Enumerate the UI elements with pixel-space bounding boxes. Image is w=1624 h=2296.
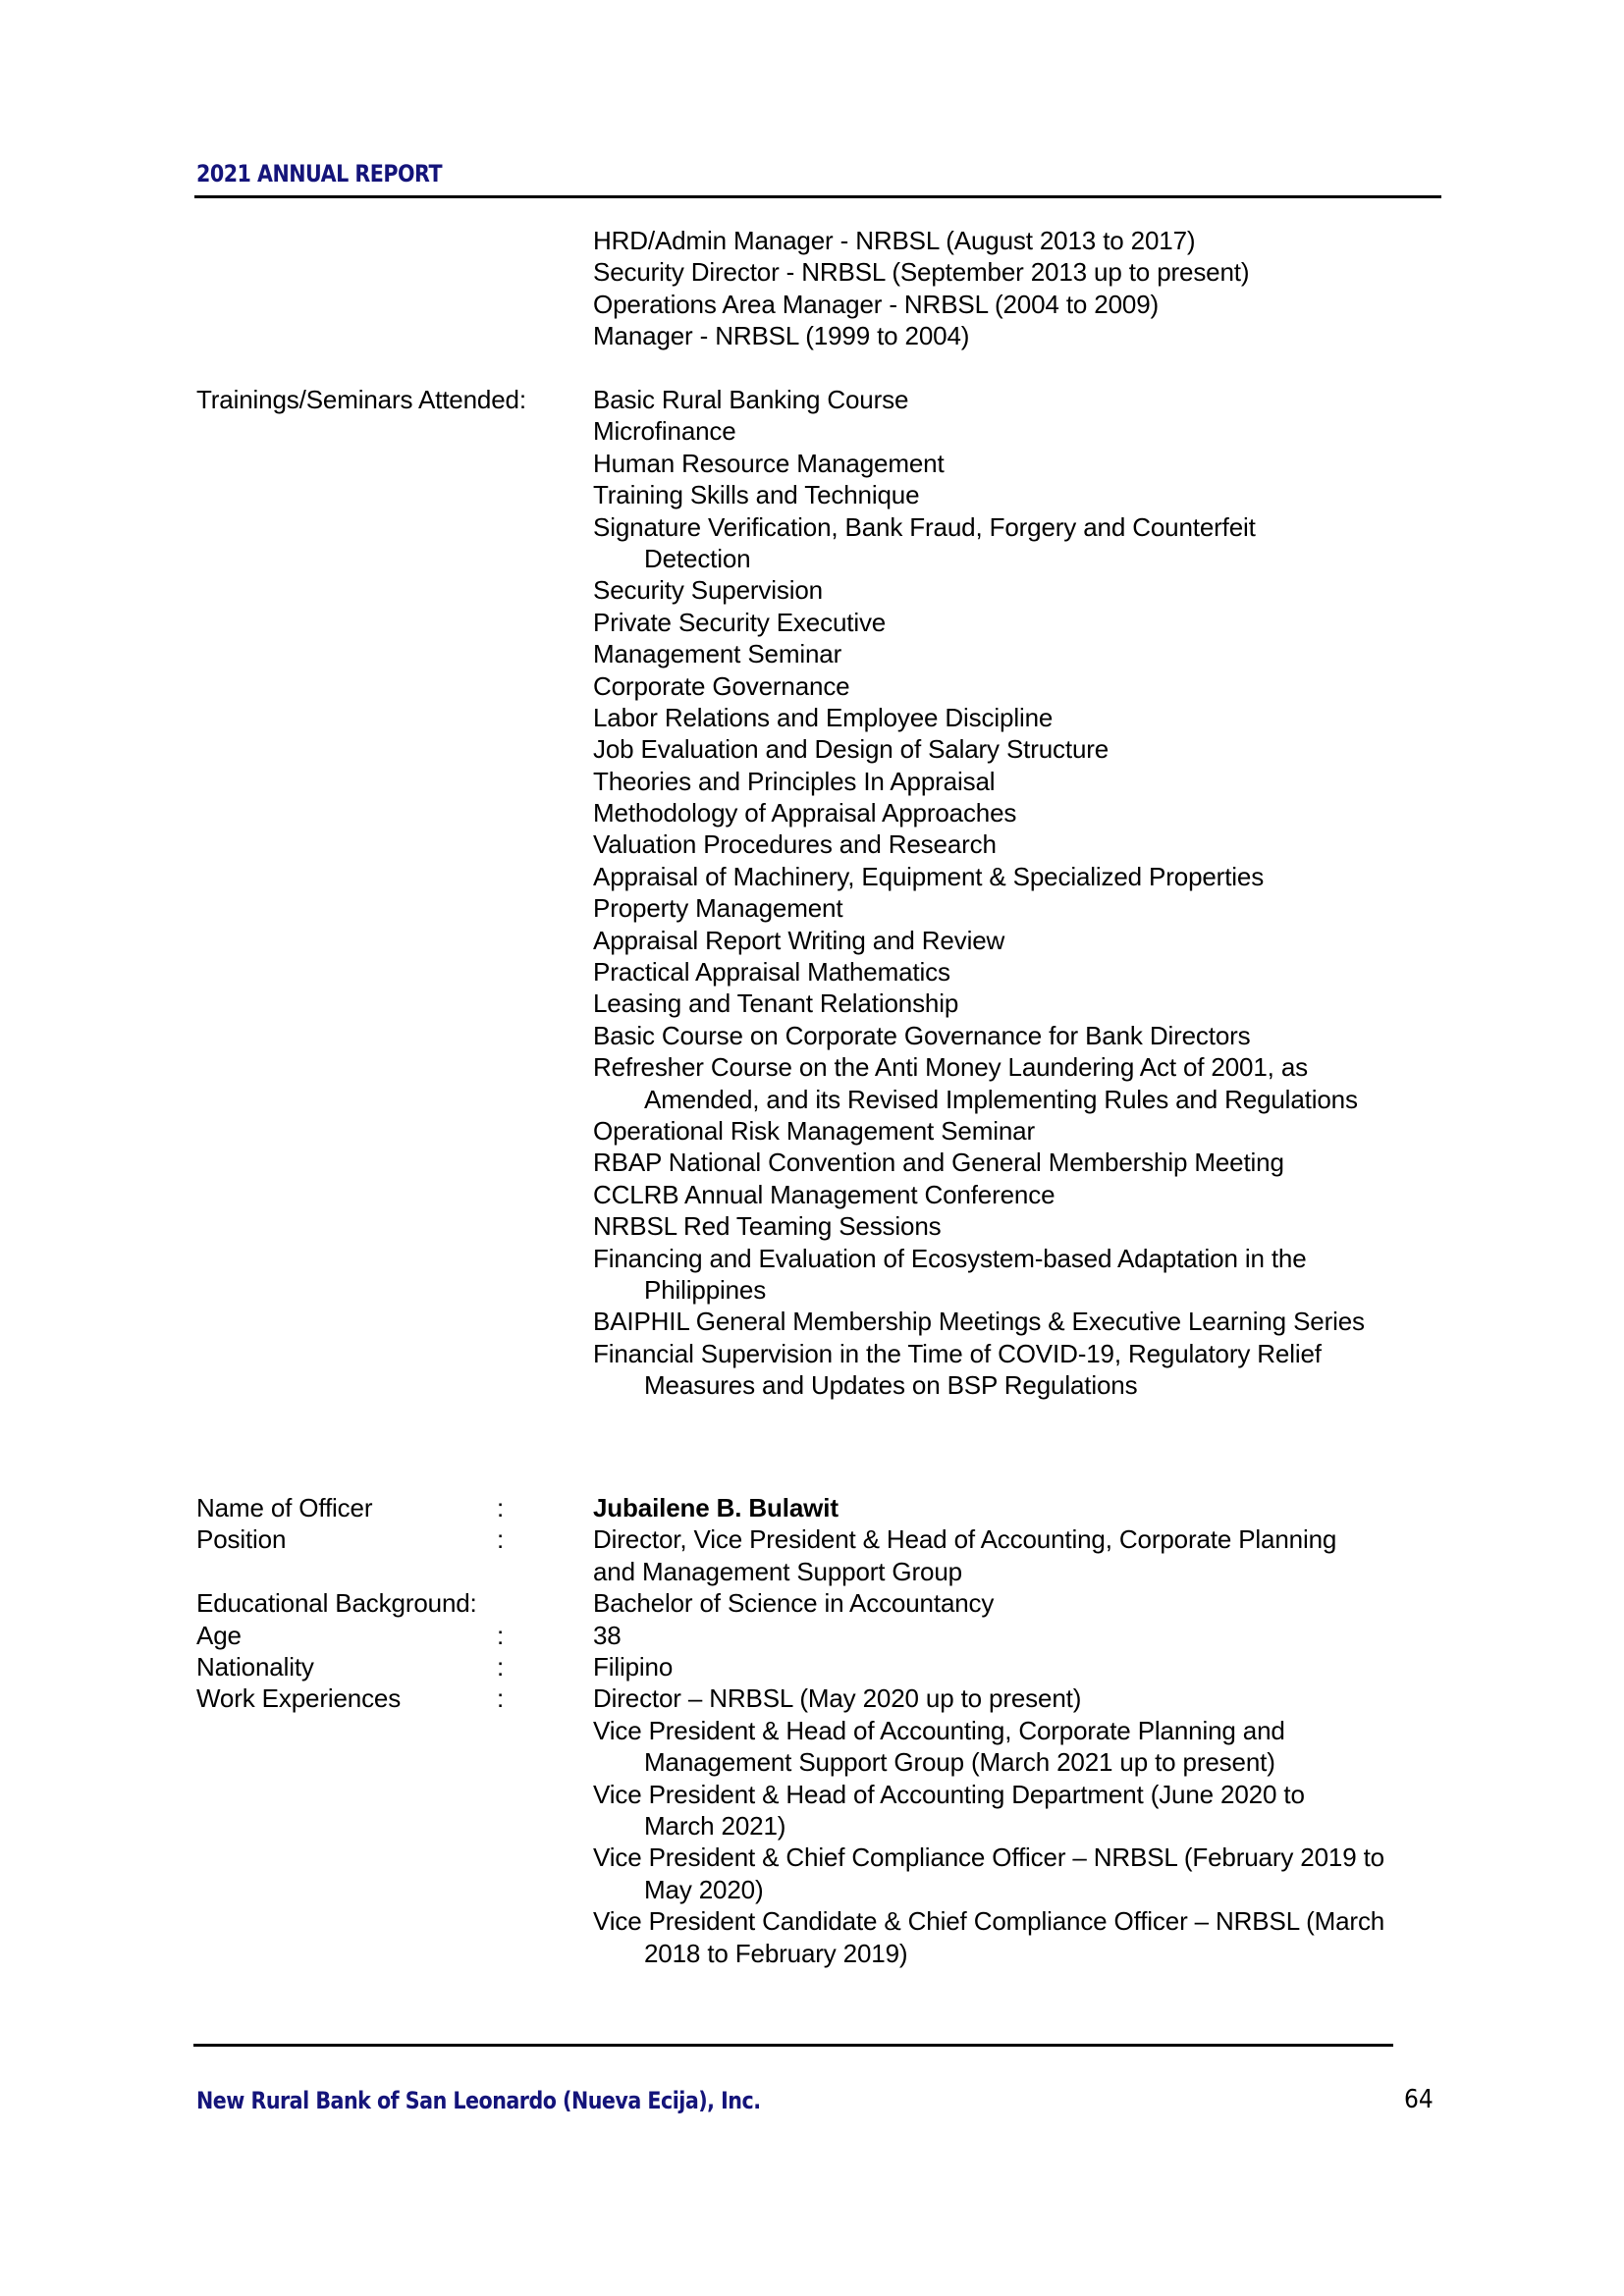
- training-title: Labor Relations and Employee Discipline: [593, 702, 1054, 732]
- name-of-officer-value: [593, 1492, 839, 1523]
- training-item: [593, 766, 1365, 797]
- training-title-continued: Detection: [644, 543, 751, 573]
- educational-background-value: [593, 1587, 994, 1619]
- training-item: [593, 828, 1365, 860]
- training-item: [593, 1338, 1365, 1402]
- work-experience-item: [593, 1905, 1384, 1969]
- field-colon: :: [497, 1652, 505, 1682]
- training-title: Financing and Evaluation of Ecosystem-based Adaptation in the: [593, 1243, 1307, 1273]
- nationality-label: Nationality: [196, 1652, 314, 1682]
- training-item: [593, 448, 1365, 479]
- training-item: [593, 1051, 1365, 1115]
- work-experience-item: HRD/Admin Manager - NRBSL (August 2013 to 2017): [593, 226, 1196, 255]
- training-title: Methodology of Appraisal Approaches: [593, 798, 1017, 828]
- work-experience-item: [593, 1842, 1384, 1905]
- work-experiences-label: Work Experiences: [196, 1683, 402, 1714]
- training-title-continued: Philippines: [644, 1274, 767, 1305]
- training-item: [593, 670, 1365, 702]
- training-title: Operational Risk Management Seminar: [593, 1115, 1035, 1146]
- age-value: [593, 1620, 622, 1651]
- training-item: [593, 607, 1365, 638]
- field-value-line: Filipino: [593, 1652, 674, 1682]
- training-item: [593, 1306, 1365, 1337]
- field-colon: :: [497, 1524, 505, 1555]
- trainings-list: [593, 384, 1365, 1402]
- position-value: [593, 1523, 1336, 1587]
- header-divider: [194, 195, 1441, 198]
- field-value-line: 38: [593, 1620, 622, 1650]
- training-title: Theories and Principles In Appraisal: [593, 766, 996, 796]
- work-experience-item: Manager - NRBSL (1999 to 2004): [593, 321, 970, 351]
- work-experience-item: [593, 1779, 1384, 1842]
- training-item: [593, 956, 1365, 988]
- age-label: Age: [196, 1620, 242, 1650]
- training-title: Basic Rural Banking Course: [593, 385, 909, 414]
- work-experience-title: Vice President Candidate & Chief Compliance Officer – NRBSL (March: [593, 1906, 1385, 1937]
- training-title: Practical Appraisal Mathematics: [593, 957, 950, 988]
- training-item: [593, 1020, 1365, 1051]
- training-item: [593, 1147, 1365, 1178]
- position-label: Position: [196, 1524, 287, 1555]
- training-title: Security Supervision: [593, 575, 823, 606]
- work-experience-continued: May 2020): [644, 1874, 764, 1904]
- training-item: [593, 511, 1365, 575]
- name-of-officer-label: Name of Officer: [196, 1493, 373, 1522]
- training-title: Job Evaluation and Design of Salary Structure: [593, 734, 1110, 765]
- training-item: [593, 892, 1365, 924]
- training-item: [593, 988, 1365, 1019]
- training-item: [593, 925, 1365, 956]
- training-title: Valuation Procedures and Research: [593, 829, 997, 860]
- work-experience-item: [593, 1715, 1384, 1779]
- field-value-line: Bachelor of Science in Accountancy: [593, 1588, 995, 1619]
- training-title: Financial Supervision in the Time of COVID-19, Regulatory Relief: [593, 1338, 1322, 1368]
- previous-work-experiences: [593, 225, 1249, 352]
- training-title-continued: Amended, and its Revised Implementing Rules and Regulations: [644, 1084, 1358, 1114]
- training-item: [593, 415, 1365, 447]
- page-number: 64: [1404, 2085, 1434, 2114]
- training-title-continued: Measures and Updates on BSP Regulations: [644, 1370, 1138, 1401]
- training-title: Refresher Course on the Anti Money Laundering Act of 2001, as: [593, 1052, 1308, 1083]
- field-value-continued: and Management Support Group: [593, 1556, 962, 1586]
- field-colon: :: [497, 1493, 505, 1522]
- field-value-line: Director, Vice President & Head of Accounting, Corporate Planning: [593, 1524, 1337, 1555]
- training-item: [593, 1210, 1365, 1242]
- training-item: [593, 702, 1365, 733]
- training-item: [593, 384, 1365, 415]
- training-title: Management Seminar: [593, 639, 842, 669]
- training-title: Private Security Executive: [593, 607, 887, 637]
- training-item: [593, 797, 1365, 828]
- work-experience-title: Vice President & Chief Compliance Officer – NRBSL (February 2019 to: [593, 1842, 1384, 1873]
- training-title: Training Skills and Technique: [593, 480, 920, 510]
- work-experience-item: Operations Area Manager - NRBSL (2004 to 2009): [593, 289, 1160, 319]
- footer-company-name: New Rural Bank of San Leonardo (Nueva Ecija), Inc.: [196, 2087, 761, 2114]
- work-experiences-list: [593, 1715, 1384, 1969]
- work-experience-title: Vice President & Head of Accounting, Corporate Planning and: [593, 1715, 1285, 1745]
- training-item: [593, 1243, 1365, 1307]
- training-title: RBAP National Convention and General Membership Meeting: [593, 1148, 1284, 1178]
- training-title: Human Resource Management: [593, 448, 945, 478]
- training-title: NRBSL Red Teaming Sessions: [593, 1211, 942, 1242]
- educational-background-label: Educational Background:: [196, 1588, 477, 1619]
- training-title: Basic Course on Corporate Governance for Bank Directors: [593, 1020, 1251, 1050]
- training-title: Microfinance: [593, 416, 736, 447]
- work-experience-item: Security Director - NRBSL (September 2013 up to present): [593, 257, 1250, 288]
- training-item: [593, 638, 1365, 669]
- training-item: [593, 861, 1365, 892]
- work-experience-continued: 2018 to February 2019): [644, 1938, 908, 1968]
- work-experiences-value: [593, 1682, 1081, 1714]
- work-experience-continued: March 2021): [644, 1810, 786, 1841]
- field-colon: :: [497, 1620, 505, 1650]
- field-value-line: Jubailene B. Bulawit: [593, 1493, 839, 1522]
- trainings-label: Trainings/Seminars Attended:: [196, 385, 526, 414]
- training-item: [593, 479, 1365, 510]
- training-title: Corporate Governance: [593, 670, 850, 701]
- field-colon: :: [497, 1683, 505, 1714]
- training-title: Appraisal of Machinery, Equipment & Specialized Properties: [593, 861, 1265, 891]
- footer-divider: [193, 2044, 1393, 2047]
- training-item: [593, 733, 1365, 765]
- nationality-value: [593, 1651, 673, 1682]
- training-item: [593, 574, 1365, 606]
- training-title: CCLRB Annual Management Conference: [593, 1179, 1056, 1209]
- training-title: Leasing and Tenant Relationship: [593, 988, 959, 1019]
- work-experience-continued: Management Support Group (March 2021 up to present): [644, 1747, 1275, 1778]
- field-value-line: Director – NRBSL (May 2020 up to present): [593, 1683, 1082, 1714]
- training-item: [593, 1179, 1365, 1210]
- report-title: 2021 ANNUAL REPORT: [196, 160, 443, 187]
- training-title: Property Management: [593, 893, 843, 924]
- training-title: Appraisal Report Writing and Review: [593, 925, 1005, 955]
- training-title: Signature Verification, Bank Fraud, Forgery and Counterfeit: [593, 511, 1256, 542]
- work-experience-title: Vice President & Head of Accounting Department (June 2020 to: [593, 1779, 1305, 1809]
- training-item: [593, 1115, 1365, 1147]
- training-title: BAIPHIL General Membership Meetings & Executive Learning Series: [593, 1307, 1365, 1337]
